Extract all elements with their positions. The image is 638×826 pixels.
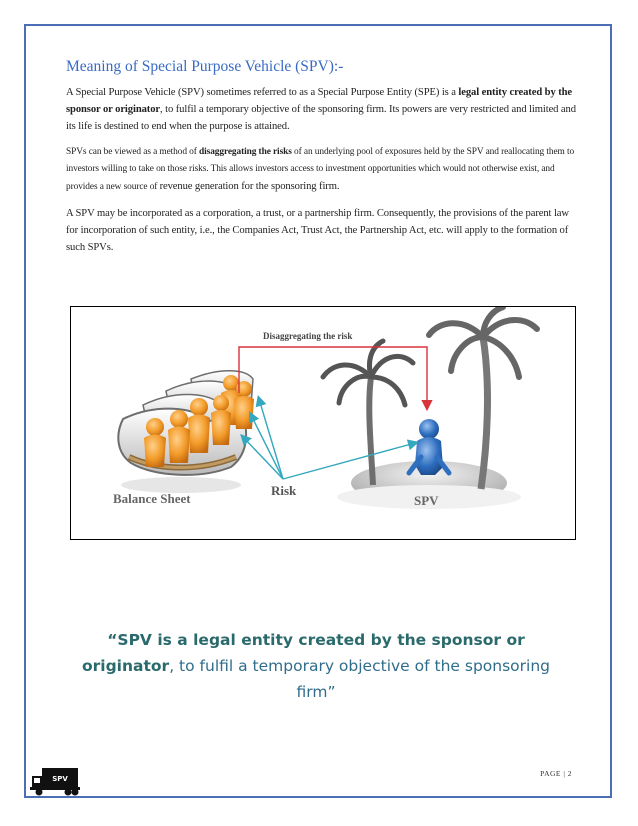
quote-text: , to fulfil a temporary objective of the sponsoring firm” xyxy=(169,657,550,701)
risk-label: Risk xyxy=(271,483,297,498)
paragraph-text: , to fulfil a temporary objective of the sponsoring firm. Its powers are very restricted and limited and its life is destined to end when the purpose is attained. xyxy=(66,104,576,132)
quote-bold-text: “SPV is a legal entity created by the sponsor or originator xyxy=(81,631,525,675)
person-icon xyxy=(409,419,449,475)
main-content xyxy=(66,58,576,265)
paragraph-text: of an underlying pool of exposures held by the SPV and reallocating them to investors willing to take on those risks. This allows investors access to investment opportunities which would not otherwise exist, and provides a new source of xyxy=(66,147,575,192)
spv-label: SPV xyxy=(414,493,439,508)
paragraph-text: SPVs can be viewed as a method of xyxy=(66,147,200,157)
page-number: PAGE | 2 xyxy=(540,769,572,778)
balance-sheet-label: Balance Sheet xyxy=(113,491,191,506)
paragraph-bold-text: legal entity created by the sponsor or originator xyxy=(66,87,573,115)
pull-quote xyxy=(66,627,566,705)
truck-icon xyxy=(30,766,80,796)
spv-diagram xyxy=(70,306,576,540)
paragraph-definition xyxy=(66,84,576,135)
paragraph-text: A Special Purpose Vehicle (SPV) sometimes referred to as a Special Purpose Entity (SPE) is a xyxy=(66,87,459,98)
truck-label: SPV xyxy=(52,775,68,783)
paragraph-incorporation: A SPV may be incorporated as a corporation, a trust, or a partnership firm. Consequently, the provisions of the parent law for incorporation of such entity, i.e., the Companies Act, Trust Act, the Partnership Act, etc. will apply to the formation of such SPVs. xyxy=(66,208,569,253)
paragraph-disaggregation xyxy=(66,144,576,196)
paragraph-bold-text: disaggregating the risks xyxy=(199,147,292,157)
page-title: Meaning of Special Purpose Vehicle (SPV):- xyxy=(66,58,344,75)
paragraph-text: revenue generation for the sponsoring firm. xyxy=(159,181,340,192)
disaggregating-label: Disaggregating the risk xyxy=(263,331,353,341)
